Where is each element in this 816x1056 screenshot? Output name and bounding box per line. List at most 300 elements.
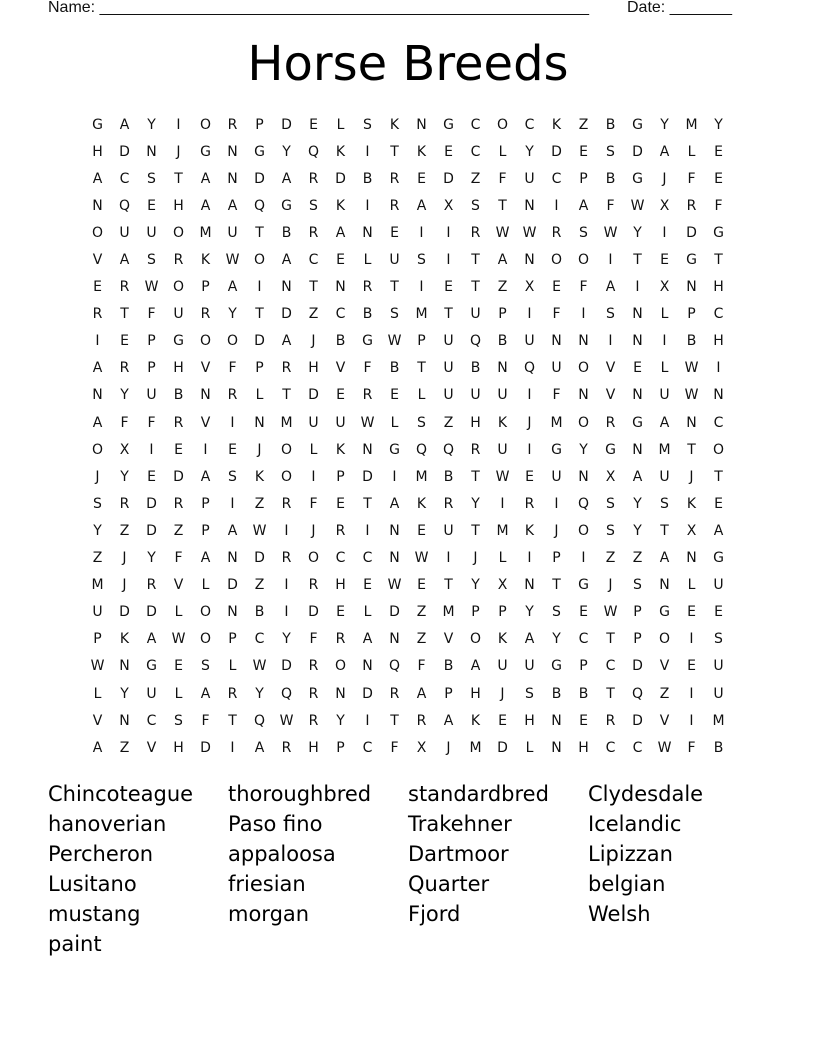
grid-letter: N [362,224,373,241]
grid-letter: R [173,414,184,431]
grid-letter: A [254,739,265,756]
grid-letter: N [578,387,589,404]
grid-letter: V [605,360,616,377]
grid-letter: F [579,279,588,296]
grid-letter: Y [714,116,723,133]
grid-letter: R [335,522,346,539]
grid-letter: T [606,685,615,702]
grid-letter: B [173,387,184,404]
grid-letter: F [498,170,507,187]
grid-row [84,653,732,680]
grid-letter: T [255,306,264,323]
grid-letter: N [713,387,724,404]
grid-letter: E [336,604,345,621]
grid-letter: T [471,522,480,539]
grid-letter: U [443,360,454,377]
grid-letter: P [444,685,453,702]
grid-letter: R [200,306,211,323]
word-list-item: Welsh [588,902,651,926]
grid-letter: X [416,739,427,756]
grid-letter: H [713,279,724,296]
grid-letter: D [146,604,157,621]
grid-letter: A [578,197,589,214]
grid-letter: C [308,252,319,269]
grid-letter: K [335,143,346,160]
grid-letter: N [227,170,238,187]
grid-row [84,436,732,463]
word-list-item: hanoverian [48,812,167,836]
grid-letter: P [552,550,561,567]
grid-letter: K [470,712,481,729]
grid-letter: J [176,143,181,160]
word-list-item: morgan [228,902,310,926]
grid-letter: N [632,333,643,350]
grid-letter: R [227,685,238,702]
grid-letter: C [605,658,616,675]
grid-letter: D [119,143,130,160]
grid-letter: F [552,306,561,323]
grid-letter: N [281,279,292,296]
grid-letter: J [554,522,559,539]
grid-letter: Z [470,170,481,187]
grid-letter: X [659,197,670,214]
grid-letter: Z [578,116,589,133]
grid-letter: Q [118,197,131,214]
grid-letter: Q [307,143,320,160]
grid-letter: D [362,468,373,485]
grid-letter: S [606,522,615,539]
grid-letter: H [173,739,184,756]
grid-letter: N [335,685,346,702]
grid-letter: A [200,468,211,485]
grid-letter: I [230,414,235,431]
grid-letter: T [363,495,372,512]
grid-letter: X [119,441,130,458]
grid-letter: U [551,468,562,485]
grid-letter: S [606,306,615,323]
grid-letter: O [712,441,725,458]
grid-letter: A [335,224,346,241]
grid-letter: R [119,279,130,296]
grid-letter: Q [253,712,266,729]
grid-letter: C [254,631,265,648]
grid-letter: A [362,631,373,648]
word-list-item: Paso fino [228,812,323,836]
grid-letter: F [714,197,723,214]
grid-letter: A [470,658,481,675]
grid-letter: G [578,577,589,594]
grid-letter: V [335,360,346,377]
grid-letter: C [362,739,373,756]
grid-letter: R [389,685,400,702]
grid-letter: T [390,143,399,160]
grid-letter: Q [577,495,590,512]
grid-row [84,572,732,599]
grid-letter: U [335,414,346,431]
grid-letter: F [120,414,129,431]
grid-letter: W [279,712,294,729]
grid-letter: A [92,414,103,431]
grid-letter: U [524,333,535,350]
grid-letter: B [362,170,373,187]
grid-letter: B [389,360,400,377]
grid-letter: I [689,685,694,702]
grid-letter: S [633,577,642,594]
grid-letter: A [659,550,670,567]
grid-letter: Y [471,577,480,594]
grid-letter: W [603,224,618,241]
grid-letter: I [365,143,370,160]
grid-letter: I [284,522,289,539]
grid-letter: U [659,468,670,485]
grid-letter: T [417,360,426,377]
grid-letter: W [414,550,429,567]
grid-letter: U [173,306,184,323]
grid-letter: B [605,170,616,187]
grid-letter: K [416,495,427,512]
grid-letter: T [120,306,129,323]
grid-letter: U [470,306,481,323]
grid-letter: Q [388,658,401,675]
grid-letter: R [281,495,292,512]
grid-letter: Z [173,522,184,539]
grid-letter: B [281,224,292,241]
grid-letter: C [524,116,535,133]
grid-letter: T [174,170,183,187]
grid-letter: T [714,252,723,269]
grid-letter: T [282,387,291,404]
grid-letter: E [309,116,318,133]
word-list-item: mustang [48,902,141,926]
grid-letter: S [390,306,399,323]
grid-letter: I [689,631,694,648]
grid-letter: Z [443,414,454,431]
grid-letter: D [308,604,319,621]
grid-letter: K [524,522,535,539]
grid-letter: E [498,712,507,729]
grid-letter: D [335,170,346,187]
grid-letter: N [362,441,373,458]
grid-letter: L [417,387,426,404]
grid-letter: L [498,143,507,160]
grid-letter: W [495,468,510,485]
grid-letter: G [632,170,643,187]
grid-letter: D [497,739,508,756]
grid-letter: M [658,441,671,458]
grid-letter: E [120,333,129,350]
grid-letter: L [390,414,399,431]
grid-letter: S [552,604,561,621]
grid-letter: T [228,712,237,729]
grid-letter: K [551,116,562,133]
word-list-item: Quarter [408,872,490,896]
grid-letter: A [497,252,508,269]
grid-letter: C [713,306,724,323]
grid-letter: I [581,306,586,323]
grid-letter: F [147,306,156,323]
grid-row [84,517,732,544]
grid-letter: P [201,495,210,512]
grid-letter: W [603,604,618,621]
grid-letter: M [469,739,482,756]
grid-letter: S [309,197,318,214]
grid-letter: H [524,712,535,729]
grid-letter: S [147,170,156,187]
grid-letter: H [173,197,184,214]
grid-letter: U [146,685,157,702]
grid-row [84,192,732,219]
grid-letter: R [119,360,130,377]
grid-letter: O [280,468,293,485]
word-list-item: Percheron [48,842,154,866]
grid-letter: J [500,685,505,702]
grid-letter: J [257,441,262,458]
grid-letter: G [605,441,616,458]
grid-letter: O [199,116,212,133]
grid-letter: J [689,468,694,485]
grid-letter: N [227,550,238,567]
grid-letter: R [308,224,319,241]
grid-letter: O [577,414,590,431]
date-field-label: Date: _______ [627,0,732,16]
grid-letter: I [662,224,667,241]
grid-letter: W [630,197,645,214]
grid-letter: D [227,577,238,594]
grid-letter: W [252,522,267,539]
grid-letter: L [687,143,696,160]
grid-letter: P [228,631,237,648]
grid-letter: V [92,712,103,729]
grid-letter: K [416,143,427,160]
grid-letter: A [119,252,130,269]
grid-letter: W [90,658,105,675]
grid-letter: N [227,143,238,160]
grid-letter: R [362,279,373,296]
grid-letter: I [419,279,424,296]
grid-letter: Z [92,550,103,567]
grid-row [84,463,732,490]
grid-letter: L [309,441,318,458]
grid-letter: O [307,550,320,567]
grid-row [84,545,732,572]
grid-letter: K [335,441,346,458]
grid-letter: M [685,116,698,133]
grid-letter: E [579,604,588,621]
grid-letter: Y [120,468,129,485]
grid-letter: A [659,414,670,431]
grid-letter: A [200,685,211,702]
grid-letter: H [173,360,184,377]
grid-letter: R [92,306,103,323]
grid-letter: P [93,631,102,648]
grid-letter: G [659,604,670,621]
grid-row [84,246,732,273]
grid-letter: X [686,522,697,539]
grid-letter: Y [633,224,642,241]
grid-letter: A [227,197,238,214]
grid-letter: R [389,197,400,214]
grid-letter: R [227,116,238,133]
grid-letter: S [147,252,156,269]
word-list-item: belgian [588,872,666,896]
grid-letter: Z [416,604,427,621]
grid-letter: R [389,170,400,187]
grid-letter: C [605,739,616,756]
grid-letter: P [336,468,345,485]
grid-letter: U [470,387,481,404]
grid-letter: W [657,739,672,756]
grid-letter: A [605,279,616,296]
grid-letter: V [173,577,184,594]
grid-letter: P [147,360,156,377]
grid-letter: V [200,360,211,377]
grid-letter: C [578,631,589,648]
grid-letter: D [146,495,157,512]
grid-letter: N [497,360,508,377]
grid-letter: I [230,739,235,756]
grid-letter: L [660,306,669,323]
grid-letter: P [633,604,642,621]
grid-letter: R [308,685,319,702]
grid-letter: X [497,577,508,594]
word-list-item: appaloosa [228,842,336,866]
grid-letter: L [201,577,210,594]
grid-letter: J [95,468,100,485]
grid-letter: X [443,197,454,214]
grid-letter: O [199,631,212,648]
grid-letter: C [119,170,130,187]
grid-letter: S [417,414,426,431]
grid-letter: G [200,143,211,160]
grid-letter: D [146,522,157,539]
grid-letter: U [497,658,508,675]
grid-letter: D [281,658,292,675]
grid-letter: D [632,712,643,729]
grid-letter: N [659,577,670,594]
grid-letter: T [255,224,264,241]
grid-letter: N [686,279,697,296]
grid-letter: N [551,712,562,729]
grid-letter: W [252,658,267,675]
grid-letter: N [119,712,130,729]
grid-letter: I [608,252,613,269]
grid-letter: N [389,550,400,567]
grid-letter: N [146,143,157,160]
grid-letter: C [362,550,373,567]
grid-letter: U [443,333,454,350]
grid-letter: I [527,387,532,404]
word-list-item: Dartmoor [408,842,509,866]
grid-letter: I [203,441,208,458]
grid-letter: N [335,279,346,296]
grid-letter: K [497,414,508,431]
grid-letter: E [660,252,669,269]
grid-letter: I [527,550,532,567]
grid-letter: N [389,522,400,539]
grid-letter: Q [442,441,455,458]
grid-letter: R [686,197,697,214]
grid-row [84,626,732,653]
grid-letter: R [524,495,535,512]
grid-letter: R [605,712,616,729]
grid-letter: X [524,279,535,296]
grid-letter: Y [255,685,264,702]
grid-letter: P [201,279,210,296]
grid-letter: I [716,360,721,377]
grid-letter: F [309,495,318,512]
grid-letter: Y [147,116,156,133]
grid-letter: O [550,252,563,269]
grid-letter: R [443,495,454,512]
grid-letter: I [581,550,586,567]
grid-letter: S [606,143,615,160]
grid-letter: O [199,333,212,350]
grid-letter: H [470,414,481,431]
grid-letter: N [416,116,427,133]
grid-letter: U [713,577,724,594]
grid-letter: C [335,550,346,567]
grid-letter: L [687,577,696,594]
grid-letter: J [446,739,451,756]
grid-letter: G [551,441,562,458]
grid-letter: B [713,739,724,756]
grid-letter: L [525,739,534,756]
grid-row [84,301,732,328]
grid-letter: V [443,631,454,648]
grid-letter: O [658,631,671,648]
grid-letter: Z [632,550,643,567]
grid-letter: P [336,739,345,756]
grid-letter: N [524,197,535,214]
grid-letter: V [659,712,670,729]
grid-letter: B [497,333,508,350]
grid-letter: A [119,116,130,133]
grid-letter: T [552,577,561,594]
grid-letter: R [416,712,427,729]
grid-letter: C [335,306,346,323]
grid-letter: P [255,360,264,377]
grid-letter: F [552,387,561,404]
grid-letter: E [174,658,183,675]
grid-letter: A [200,550,211,567]
grid-letter: Y [147,550,156,567]
grid-letter: L [93,685,102,702]
word-list-item: standardbred [408,782,549,806]
grid-row [84,219,732,246]
grid-letter: O [172,224,185,241]
grid-letter: N [632,441,643,458]
grid-letter: U [227,224,238,241]
word-list-item: Clydesdale [588,782,704,806]
grid-letter: F [147,414,156,431]
grid-letter: L [363,604,372,621]
grid-letter: A [200,170,211,187]
grid-letter: E [417,170,426,187]
grid-letter: Y [228,306,237,323]
grid-letter: K [119,631,130,648]
page-title: Horse Breeds [247,36,569,92]
grid-letter: U [443,387,454,404]
grid-letter: W [225,252,240,269]
grid-letter: X [659,279,670,296]
grid-letter: S [363,116,372,133]
grid-letter: E [174,441,183,458]
grid-letter: Z [254,577,265,594]
grid-letter: W [387,333,402,350]
grid-letter: T [390,712,399,729]
grid-letter: G [686,252,697,269]
grid-letter: P [633,631,642,648]
